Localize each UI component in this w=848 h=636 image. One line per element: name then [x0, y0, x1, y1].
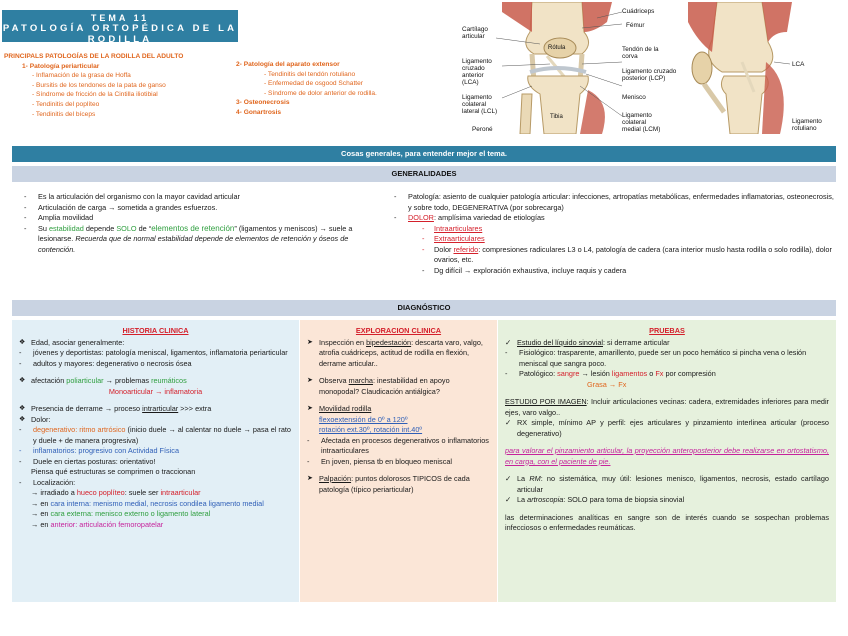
text: : articulación femoropatelar — [75, 519, 164, 529]
text: de “ — [136, 223, 152, 233]
text: : compresiones radiculares L3 o L4, patología de cadera (cara interior muslo hasta rodilla o solo rodilla), dolor ovarios, etc. — [434, 244, 832, 264]
hist-sub: - Duele en ciertas posturas: orientativo! — [19, 457, 292, 468]
text: ESTUDIO POR IMAGEN — [505, 397, 587, 406]
index-item-1: 1- Patología periarticular — [22, 62, 100, 70]
text: Fx — [655, 369, 664, 378]
hist-sub: - inflamatorios: progresivo con Actividad Física — [19, 446, 292, 457]
pruebas-heading: PRUEBAS — [649, 326, 685, 335]
index-sub: - Enfermedad de osgood Schatter — [264, 80, 363, 88]
label-lca: Ligamento cruzado anterior (LCA) — [462, 58, 492, 86]
section-bar-cosas: Cosas generales, para entender mejor el tema. — [12, 146, 836, 162]
text: : no sistemática, muy útil: lesiones menisco, ligamentos, necrosis, estado cartílago articular — [517, 474, 829, 494]
title-line2: PATOLOGÍA ORTOPÉDICA DE LA RODILLA — [2, 23, 238, 45]
generalidades-left — [24, 192, 380, 255]
hist-item-derrame — [19, 404, 292, 415]
text: Dolor — [434, 244, 454, 254]
text: Su — [38, 223, 49, 233]
knee-anatomy-illustration — [462, 2, 848, 134]
text: → en — [31, 498, 51, 508]
title-banner — [2, 10, 238, 45]
text: : Incluir articulaciones vecinas: cadera, extremidades inferiores para medir ejes, varo valgo.. — [505, 397, 829, 417]
hist-sub: - Localización: — [19, 478, 292, 489]
label-lcp: Ligamento cruzado posterior (LCP) — [622, 68, 677, 82]
expl-item — [307, 404, 490, 415]
text: cara externa — [50, 509, 92, 518]
hist-loc — [19, 520, 292, 531]
text: Inspección en — [319, 337, 367, 347]
gen-item: - Amplia movilidad — [24, 213, 380, 224]
expl-item — [307, 338, 490, 370]
text: Movilidad rodilla — [319, 404, 372, 413]
text-elementos: elementos de retención — [151, 223, 235, 233]
pru-nota: para valorar el pinzamiento articular, la proyección anteroposterior debe realizarse en ortostatismo, en carga, con el paciente de pie. — [505, 446, 829, 466]
text: intraarticular — [160, 488, 201, 497]
expl-item — [307, 376, 490, 397]
text: Palpación — [319, 474, 352, 483]
expl-sub: flexoextensión de 0º a 120º — [319, 414, 408, 424]
text: → inflamatoria — [153, 386, 203, 396]
text: : si derrame articular — [603, 337, 670, 347]
text-intrarticular: intrarticular — [142, 404, 179, 413]
index-sub: - Bursitis de los tendones de la pata de ganso — [32, 81, 166, 89]
text: : puntos dolorosos TIPICOS de cada patología (típico periarticular) — [319, 474, 470, 494]
column-pruebas — [498, 320, 836, 602]
text-solo: SOLO — [116, 223, 137, 233]
label-cartilago: Cartílago articular — [462, 26, 488, 40]
expl-sub: - En joven, piensa tb en bloqueo meniscal — [307, 457, 490, 468]
text: : descarta varo, valgo, atrofia cuádriceps, actitud de rodilla en flexión, derrame articular.. — [319, 337, 483, 368]
text: anterior — [50, 519, 76, 529]
pru-imagen — [505, 397, 829, 418]
pru-final: las determinaciones analíticas en sangre son de interés cuando se sospechan problemas infecciosos o enfermedades reumáticas. — [505, 512, 829, 532]
gen-sub-item: - Dg difícil → exploración exhaustiva, incluye raquis y cadera — [394, 266, 834, 277]
label-tibia: Tibia — [550, 114, 563, 120]
gen-item-dolor — [394, 213, 834, 224]
label-lcl: Ligamento colateral lateral (LCL) — [462, 94, 498, 115]
gen-sub-item — [394, 245, 834, 266]
generalidades-right — [394, 192, 834, 276]
pru-sub — [505, 369, 829, 380]
text: Presencia de derrame → proceso — [31, 404, 143, 413]
hist-loc — [19, 509, 292, 520]
label-lig-rotuliano: Ligamento rotuliano — [792, 118, 822, 132]
text-recuerda: Recuerda que de normal estabilidad depende de elementos de retención y óseos de contención. — [38, 234, 349, 254]
index-sub: - Síndrome de dolor anterior de rodilla. — [264, 89, 377, 97]
text: sangre — [557, 369, 580, 378]
index-item-2: 2- Patología del aparato extensor — [236, 61, 340, 68]
text: >>> extra — [178, 404, 212, 413]
label-tendon-corva: Tendón de la corva — [622, 46, 659, 60]
index-sub: - Inflamación de la grasa de Hoffa — [32, 72, 131, 80]
gen-sub-item — [394, 224, 834, 235]
index-left — [4, 52, 183, 119]
gen-item: - Es la articulación del organismo con la mayor cavidad articular — [24, 192, 380, 203]
title-line1: TEMA 11 — [90, 13, 150, 23]
hist-sub-degenerativo — [19, 425, 292, 446]
text: : suele ser — [124, 488, 161, 497]
text-poliarticular: poliarticular — [66, 376, 104, 385]
expl-sub: rotación ext.30º, rotación int.40º — [319, 425, 423, 434]
text: artroscopia — [527, 495, 564, 504]
hist-monoarticular — [19, 387, 292, 398]
text: depende — [83, 223, 117, 233]
historia-heading: HISTORIA CLINICA — [122, 326, 189, 335]
pru-grasa: Grasa → Fx — [587, 379, 627, 389]
index-sub: - Tendinitis del tendón rotuliano — [264, 70, 356, 78]
text: RM — [529, 474, 541, 483]
hist-sub-note: Piensa qué estructuras se comprimen o traccionan — [31, 467, 196, 476]
text: : SOLO para toma de biopsia sinovial — [563, 495, 685, 504]
text: → en — [31, 509, 51, 518]
index-sub: - Tendinitis del poplíteo — [32, 100, 100, 108]
text: Grasa — [587, 379, 607, 389]
text: → problemas — [103, 376, 152, 385]
text: por compresión — [663, 369, 716, 378]
text: (inicio duele → al calentar no duele → pasa el rato y duele + de manera progresiva) — [33, 425, 291, 445]
hist-sub: - adultos y mayores: degenerativo o necrosis ósea — [19, 359, 292, 370]
hist-item: ❖ Dolor: — [19, 415, 292, 426]
expl-sub: - Afectada en procesos degenerativos o inflamatorios intraarticulares — [307, 436, 490, 457]
hist-loc — [19, 488, 292, 499]
text: hueco poplíteo — [76, 488, 125, 497]
index-sub: - Síndrome de fricción de la Cintilla iliotibial — [32, 91, 158, 99]
text: : menisco externo o ligamento lateral — [91, 509, 211, 518]
pru-item — [505, 474, 829, 495]
label-rotula: Rótula — [548, 45, 566, 51]
label-lcm: Ligamento colateral medial (LCM) — [622, 112, 661, 133]
section-bar-generalidades: GENERALIDADES — [12, 166, 836, 182]
gen-item: - Patología: asiento de cualquier patología articular: infecciones, artropatías metabólicas, enfermedades inflamatorias, osteonecrosis, y sobre todo, DEGENERATIVA (por sobrecarga) — [394, 192, 834, 213]
text: o — [647, 369, 656, 378]
text: : menismo medial, necrosis condilea ligamento medial — [89, 498, 264, 508]
pru-sub: - Fisiológico: trasparente, amarillento, puede ser un poco hemático si pincha vena o lesión meniscal que sangra poco. — [505, 348, 829, 369]
column-exploracion-clinica — [300, 320, 497, 602]
text: ligamentos — [611, 369, 648, 378]
label-perone: Peroné — [472, 126, 493, 133]
label-cuadriceps: Cuádriceps — [622, 8, 655, 15]
text-estabilidad: estabilidad — [48, 223, 84, 233]
index-sub: - Tendinitis del bíceps — [32, 110, 96, 118]
text-referido: referido — [453, 244, 479, 254]
text-intra: Intraarticulares — [434, 223, 483, 233]
expl-item — [307, 474, 490, 495]
text: → lesión — [579, 369, 612, 378]
text: → irradiado a — [31, 488, 77, 497]
text: La — [517, 495, 528, 504]
label-lca-short: LCA — [792, 61, 805, 68]
text: bipedestación — [366, 337, 412, 347]
hist-sub: - jóvenes y deportistas: patología meniscal, ligamentos, inflamatoria periarticular — [19, 348, 292, 359]
pru-item — [505, 495, 829, 506]
text-dolor: DOLOR — [408, 213, 434, 222]
gen-sub-item — [394, 234, 834, 245]
label-menisco: Menisco — [622, 94, 646, 101]
text: Patológico: — [519, 369, 558, 378]
text: La — [517, 474, 530, 483]
hist-loc — [19, 499, 292, 510]
text: degenerativo: — [33, 425, 80, 434]
text-reumaticos: reumáticos — [151, 376, 187, 385]
text: afectación — [31, 376, 67, 385]
text: : inestabilidad en apoyo monopodal? Claudicación antiálgica? — [319, 376, 450, 396]
hist-item-afectacion — [19, 376, 292, 387]
text: Observa — [319, 376, 349, 385]
gen-item-estabilidad — [24, 224, 380, 256]
column-historia-clinica — [12, 320, 299, 602]
text: cara interna — [50, 498, 90, 508]
pru-item: ✓ RX simple, mínimo AP y perfil: ejes articulares y pinzamiento interlinea articular (proceso degenerativo) — [505, 418, 829, 439]
text: Fx — [618, 379, 627, 389]
text: → en — [31, 519, 51, 529]
text-extra: Extraarticulares — [434, 234, 485, 243]
hist-item: ❖ Edad, asociar generalmente: — [19, 338, 292, 349]
text: : amplísima variedad de etiologías — [433, 213, 545, 222]
text: ” (ligamentos y meniscos) → suele a lesionarse. — [38, 223, 353, 243]
pru-item — [505, 338, 829, 349]
gen-item: - Articulación de carga → sometida a grandes esfuerzos. — [24, 203, 380, 214]
index-item-3: 3- Osteonecrosis — [236, 99, 290, 107]
text-monoarticular: Monoarticular — [108, 386, 154, 396]
index-heading: PRINCIPALS PATOLOGÍAS DE LA RODILLA DEL ADULTO — [4, 53, 184, 60]
text: marcha — [348, 376, 373, 385]
index-right — [236, 60, 377, 118]
exploracion-heading: EXPLORACION CLINICA — [355, 326, 442, 335]
text: Estudio del líquido sinovial — [517, 337, 603, 347]
text-ritmo: ritmo artrósico — [79, 425, 126, 434]
index-item-4: 4- Gonartrosis — [236, 108, 282, 116]
section-bar-diagnostico: DIAGNÓSTICO — [12, 300, 836, 316]
label-femur: Fémur — [626, 22, 645, 29]
